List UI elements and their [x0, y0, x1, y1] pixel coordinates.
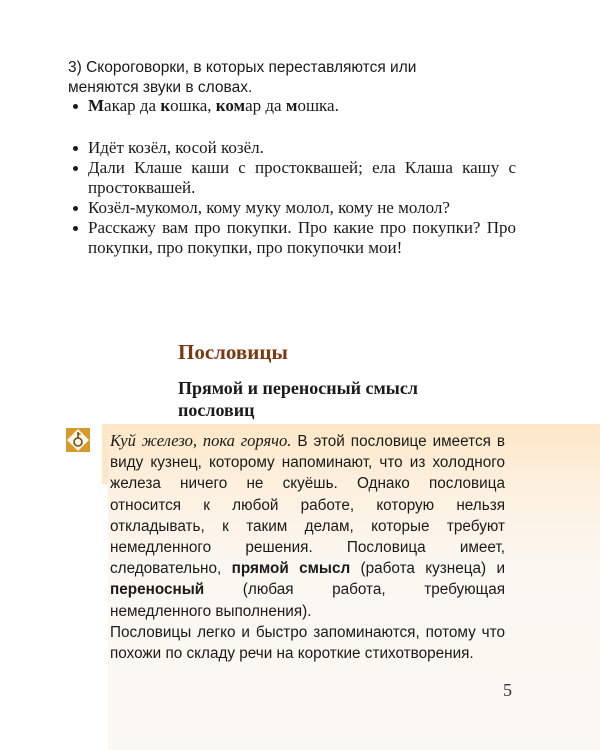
list-item-4: Козёл-мукомол, кому муку молол, кому не молол?: [72, 198, 516, 218]
task-line-2: меняются звуки в словах.: [68, 79, 253, 96]
task-heading: [68, 58, 514, 98]
term-direct-meaning: прямой смысл: [231, 560, 351, 578]
proverb: Куй железо, пока горячо.: [110, 431, 292, 450]
subsection-title: Прямой и переносный смысл пословиц: [178, 378, 418, 420]
task-line-1: 3) Скороговорки, в которых переставляются или: [68, 59, 417, 76]
list-item-2: Идёт козёл, косой козёл.: [72, 138, 516, 158]
explanation-paragraph-1: Куй железо, пока горячо. В этой пословице имеется в виду кузнец, которому напоминают, что из холодного железа ничего не скуёшь. Однако пословица относится к любой работе, которую нельзя откладывать, к таким делам, которые требуют немедленного решения. Пословица имеет, следовательно, прямой смысл (работа кузнеца) и переносный (любая работа, требующая немедленного выполнения).: [110, 431, 505, 620]
page-number: 5: [503, 680, 512, 700]
tongue-twister-list: [72, 96, 516, 258]
list-item-3: Дали Клаше каши с простоквашей; ела Клаша кашу с простоквашей.: [72, 158, 516, 198]
explanation-paragraph-2: Пословицы легко и быстро запоминаются, потому что похожи по складу речи на короткие стихотворения.: [110, 623, 505, 663]
list-item-5: Расскажу вам про покупки. Про какие про покупки? Про покупки, про покупки, про покупочки мои!: [72, 218, 516, 258]
explanation-text: [110, 430, 505, 664]
section-title: Пословицы: [178, 340, 288, 364]
list-item-1: Макар да кошка, комар да мошка.: [72, 96, 516, 116]
key-diamond-icon: [64, 426, 92, 454]
term-figurative-meaning: переносный: [110, 581, 205, 599]
